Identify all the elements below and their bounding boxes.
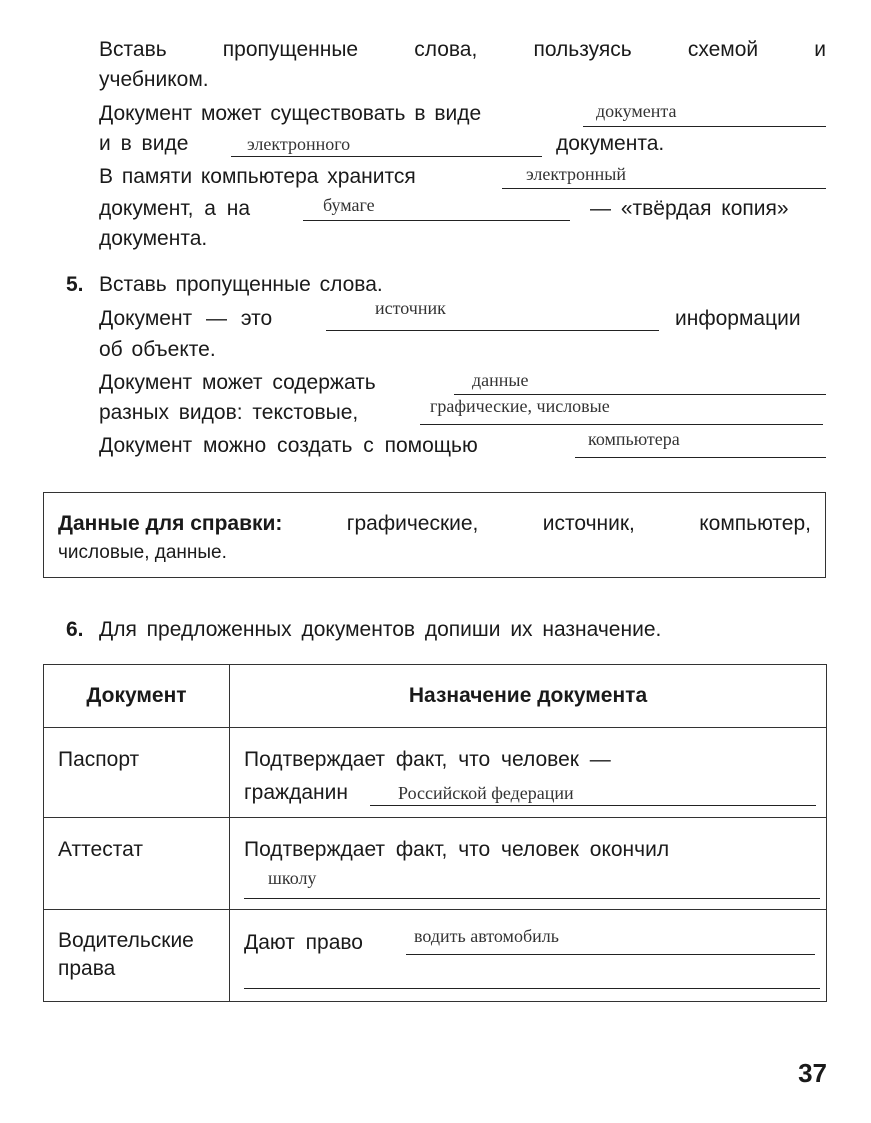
section4-line5-text: В памяти компьютера хранится	[99, 165, 416, 188]
handwritten-answer: документа	[596, 101, 677, 121]
handwritten-answer: графические, числовые	[430, 396, 610, 416]
table-row	[44, 818, 827, 910]
word: пользуясь	[533, 38, 632, 61]
document-name: Водительские	[58, 929, 194, 952]
reference-line1	[58, 511, 811, 537]
section4-line6-suffix: — «твёрдая копия»	[590, 197, 789, 220]
task-number: 5.	[66, 273, 84, 296]
purpose-text: Дают право	[244, 931, 363, 954]
word: пропущенные	[222, 38, 359, 61]
table-row	[44, 728, 827, 818]
section4-line3-text: Документ может существовать в виде	[99, 102, 482, 125]
section4-line4-text: и в виде	[99, 132, 189, 155]
reference-box	[43, 492, 826, 578]
documents-table	[43, 664, 827, 1002]
table-header-row	[44, 665, 827, 728]
handwritten-answer: бумаге	[323, 195, 375, 215]
purpose-text: Подтверждает факт, что человек окончил	[244, 838, 670, 861]
purpose-cell	[230, 728, 827, 818]
reference-word: графические,	[346, 512, 479, 535]
document-name: права	[58, 957, 116, 980]
task-number: 6.	[66, 618, 84, 641]
section4-line1	[99, 37, 826, 63]
word: схемой	[687, 38, 759, 61]
section4-line7: документа.	[99, 227, 208, 250]
handwritten-answer: школу	[268, 868, 317, 888]
document-name: Паспорт	[58, 748, 140, 771]
handwritten-answer: электронного	[247, 134, 351, 154]
task-title: Для предложенных документов допиши их назначение.	[99, 618, 662, 641]
handwritten-answer: источник	[375, 298, 446, 318]
section4-line6-text: документ, а на	[99, 197, 251, 220]
word: и	[814, 38, 826, 61]
section5-line4-text: разных видов: текстовые,	[99, 401, 359, 424]
purpose-text: гражданин	[244, 781, 348, 804]
section4-line4-suffix: документа.	[556, 132, 665, 155]
section5-line2: об объекте.	[99, 338, 216, 361]
reference-label: Данные для справки:	[58, 512, 283, 535]
reference-word: компьютер,	[699, 512, 811, 535]
document-cell	[44, 910, 230, 1002]
document-cell	[44, 728, 230, 818]
table-row	[44, 910, 827, 1002]
column-header-document: Документ	[44, 665, 230, 728]
section5-line3-text: Документ может содержать	[99, 371, 376, 394]
section5-line5-text: Документ можно создать с помощью	[99, 434, 478, 457]
column-header-purpose: Назначение документа	[230, 665, 827, 728]
page-number: 37	[798, 1058, 827, 1088]
reference-line2: числовые, данные.	[58, 542, 227, 563]
handwritten-answer: Российской федерации	[398, 783, 574, 803]
word: слова,	[414, 38, 478, 61]
purpose-cell	[230, 818, 827, 910]
section4-line2: учебником.	[99, 68, 209, 91]
purpose-text: Подтверждает факт, что человек —	[244, 748, 611, 771]
handwritten-answer: водить автомобиль	[414, 926, 559, 946]
handwritten-answer: компьютера	[588, 429, 680, 449]
answer-blank[interactable]	[244, 962, 820, 989]
purpose-cell	[230, 910, 827, 1002]
word: Вставь	[99, 38, 167, 61]
section5-line1-text: Документ — это	[99, 307, 273, 330]
document-cell	[44, 818, 230, 910]
section5-line1-suffix: информации	[675, 307, 801, 330]
document-name: Аттестат	[58, 838, 143, 861]
task-title: Вставь пропущенные слова.	[99, 273, 383, 296]
handwritten-answer: данные	[472, 370, 529, 390]
answer-blank[interactable]	[244, 872, 820, 899]
handwritten-answer: электронный	[526, 164, 626, 184]
reference-word: источник,	[542, 512, 635, 535]
